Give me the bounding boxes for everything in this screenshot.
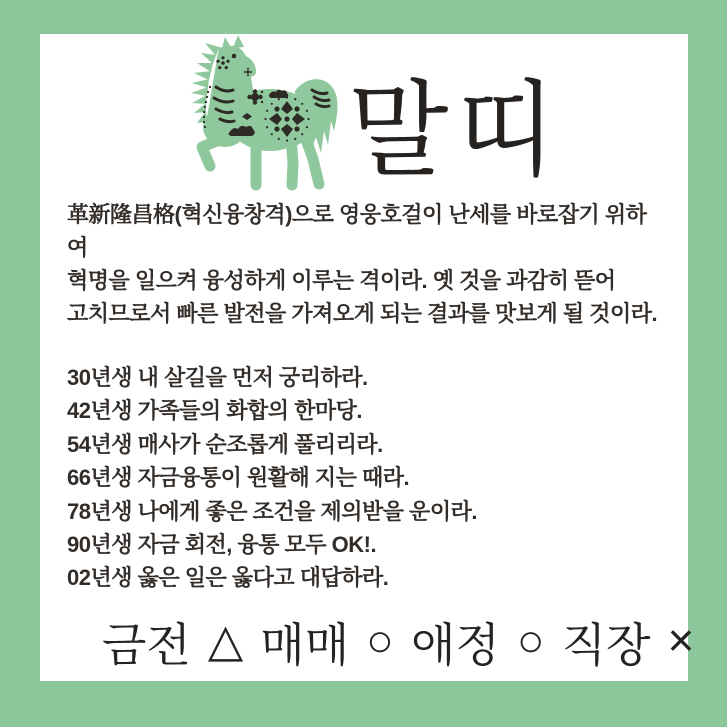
rating-work	[562, 609, 695, 675]
year-fortune-list	[67, 361, 667, 595]
rating-label: 직장	[561, 619, 651, 671]
rating-money	[102, 609, 243, 675]
circle-mark-icon: ○	[516, 614, 545, 666]
intro-line: 革新隆昌格(혁신융창격)으로 영웅호걸이 난세를 바로잡기 위하여	[67, 202, 647, 260]
rating-label: 금전	[102, 619, 191, 671]
fortune-text-block	[67, 198, 667, 595]
rating-trade	[260, 609, 394, 675]
year-fortune-line: 66년생 자금융통이 원활해 지는 때라.	[67, 465, 410, 491]
fortune-intro	[67, 198, 667, 330]
rating-love	[411, 609, 545, 675]
rating-label: 매매	[260, 619, 350, 671]
rating-label: 애정	[410, 619, 500, 671]
intro-line: 고치므로서 빠른 발전을 가져오게 되는 결과를 맛보게 될 것이라.	[67, 301, 658, 326]
year-fortune-line: 02년생 옳은 일은 옳다고 대답하라.	[67, 565, 389, 591]
triangle-mark-icon: △	[207, 614, 244, 666]
ratings-row	[102, 612, 695, 672]
year-fortune-line: 90년생 자금 회전, 융통 모두 OK!.	[67, 532, 377, 558]
x-mark-icon: ×	[667, 614, 695, 666]
page-title: 말띠	[348, 73, 565, 189]
horse-zodiac-icon	[185, 35, 350, 205]
zodiac-card	[40, 34, 695, 681]
year-fortune-line: 78년생 나에게 좋은 조건을 제의받을 운이라.	[67, 498, 477, 524]
intro-line: 혁명을 일으켜 융성하게 이루는 격이라. 옛 것을 과감히 뜯어	[67, 268, 616, 293]
year-fortune-line: 30년생 내 살길을 먼저 궁리하라.	[67, 365, 368, 390]
year-fortune-line: 42년생 가족들의 화합의 한마당.	[67, 398, 362, 424]
circle-mark-icon: ○	[366, 614, 394, 666]
year-fortune-line: 54년생 매사가 순조롭게 풀리리라.	[67, 431, 383, 457]
